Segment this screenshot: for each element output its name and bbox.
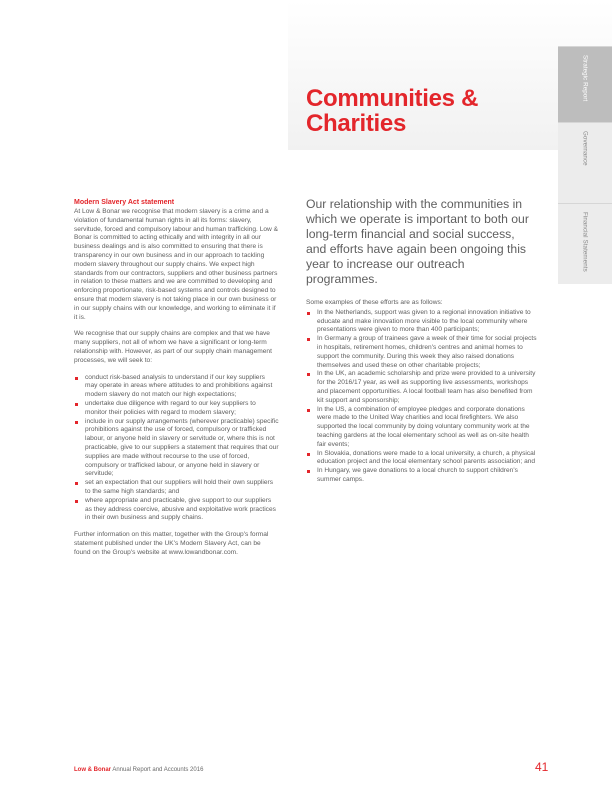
paragraph: Further information on this matter, together with the Group's formal statement published under the UK's Modern Slavery Act, can be found on the Group's website at www.lowandbonar.com.	[74, 531, 269, 556]
list-item: In Germany a group of trainees gave a week of their time for social projects in hospitals, retirement homes, children's centres and animal homes to support the community. During this week they also raised donations themselves and used these on other charitable projects;	[306, 335, 538, 370]
list-item: where appropriate and practicable, give support to our suppliers as they address coercive, abusive and exploitative work practices in their own business and supply chains.	[74, 497, 279, 523]
supply-chain-list	[74, 374, 279, 524]
list-item: In the UK, an academic scholarship and prize were provided to a university for the 2016/17 year, as well as supporting live assessments, workshops and placement opportunities. A local football team has also benefited from kit support and sponsorship;	[306, 370, 538, 405]
list-item: undertake due diligence with regard to our key suppliers to monitor their policies with regard to modern slavery;	[74, 400, 279, 418]
modern-slavery-column	[74, 198, 279, 565]
section-tabs	[558, 46, 612, 284]
paragraph: At Low & Bonar we recognise that modern slavery is a crime and a violation of fundamental human rights in all its forms: slavery, servitude, forced and compulsory labour and human trafficking. Low & Bonar is committed to acting ethically and with integrity in all our business dealings and is also committed to ensuring that there is transparency in our own business and in our approach to tackling modern slavery throughout our supply chains. We expect high standards from our contractors, suppliers and other business partners in relation to these matters and we are committed to developing and enforcing proportionate, risk-based systems and controls designed to ensure that modern slavery is not taking place in our own business or in our supply chains with our knowledge, and working to eliminate it if it is.	[74, 208, 279, 321]
tab-label: Financial Statements	[581, 212, 589, 272]
tab-label: Strategic Report	[581, 55, 589, 102]
page-number: 41	[535, 760, 549, 774]
footer-report-title: Annual Report and Accounts 2016	[111, 767, 204, 773]
list-item: conduct risk-based analysis to understand if our key suppliers may operate in areas where attitudes to and prohibitions against modern slavery do not match our high expectations;	[74, 374, 279, 400]
footer-brand: Low & Bonar	[74, 767, 111, 773]
communities-column	[306, 197, 538, 493]
list-item: In the US, a combination of employee pledges and corporate donations were made to the United Way charities and local firefighters. We also supported the local community by doing voluntary community work at the teaching gardens at the local elementary school as well as on-site health fair events;	[306, 406, 538, 450]
page-title	[306, 86, 546, 136]
section-heading: Modern Slavery Act statement	[74, 199, 175, 206]
title-line-2: Charities	[306, 110, 407, 137]
footer	[74, 767, 203, 773]
list-item: In the Netherlands, support was given to a regional innovation initiative to educate and make innovation more visible to the local community where presentations were given to more than 400 participants;	[306, 309, 538, 335]
examples-lead: Some examples of these efforts are as follows:	[306, 299, 443, 306]
title-line-1: Communities &	[306, 85, 479, 112]
tab-governance[interactable]	[558, 122, 612, 203]
tab-label: Governance	[581, 131, 589, 166]
tab-financial-statements[interactable]	[558, 203, 612, 284]
examples-list	[306, 309, 538, 485]
list-item: In Slovakia, donations were made to a local university, a church, a physical education project and the local elementary school parents association; and	[306, 450, 538, 468]
tab-strategic-report[interactable]	[558, 46, 612, 122]
list-item: include in our supply arrangements (wherever practicable) specific prohibitions against the use of forced, compulsory or trafficked labour, or anyone held in slavery or servitude or, where this is not practicable, give to our suppliers a statement that requires that our supplies are made without recourse to the use of forced, compulsory or trafficked labour, or anyone held in slavery or servitude;	[74, 418, 279, 480]
intro-text: Our relationship with the communities in which we operate is important to both our long-term financial and social success, and efforts have again been ongoing this year to increase our outreach programmes.	[306, 197, 529, 286]
list-item: In Hungary, we gave donations to a local church to support children's summer camps.	[306, 467, 538, 485]
list-item: set an expectation that our suppliers will hold their own suppliers to the same high standards; and	[74, 479, 279, 497]
paragraph: We recognise that our supply chains are complex and that we have many suppliers, not all of whom we have a significant or long-term relationship with. However, as part of our supply chain management processes, we will seek to:	[74, 330, 272, 364]
